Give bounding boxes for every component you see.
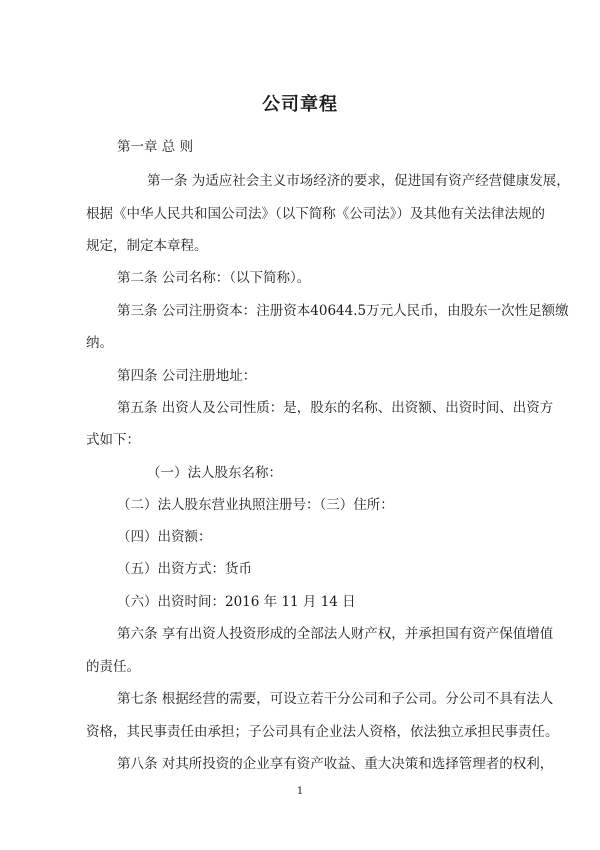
article-8-line-1: 第八条 对其所投资的企业享有资产收益、重大决策和选择管理者的权利， [117,756,554,772]
article-3-line-2: 纳。 [86,335,113,351]
article-1-line-1: 第一条 为适应社会主义市场经济的要求，促进国有资产经营健康发展， [147,173,570,189]
article-2: 第二条 公司名称：（以下简称）。 [117,270,311,286]
item-2: （二）法人股东营业执照注册号：（三）住所： [117,497,394,513]
article-4: 第四条 公司注册地址： [117,368,257,384]
page-number: 1 [296,786,304,797]
article-5-line-2: 式如下： [86,432,140,448]
chapter-heading: 第一章 总 则 [117,139,194,155]
article-6-line-2: 的责任。 [86,659,140,675]
article-7-line-1: 第七条 根据经营的需要，可设立若干分公司和子公司。分公司不具有法人 [117,691,554,707]
item-1: （一）法人股东名称： [147,465,282,481]
item-6: （六）出资时间：2016 年 11 月 14 日 [117,594,356,610]
item-5: （五）出资方式：货币 [117,561,252,577]
article-1-line-3: 规定，制定本章程。 [86,238,208,254]
article-1-line-2: 根据《中华人民共和国公司法》（以下简称《公司法》）及其他有关法律法规的 [86,206,545,222]
article-6-line-1: 第六条 享有出资人投资形成的全部法人财产权，并承担国有资产保值增值 [117,626,554,642]
article-7-line-2: 资格，其民事责任由承担；子公司具有企业法人资格，依法独立承担民事责任。 [86,724,559,740]
item-4: （四）出资额： [117,529,212,545]
article-3-line-1: 第三条 公司注册资本：注册资本40644.5万元人民币，由股东一次性足额缴 [117,303,569,319]
article-5-line-1: 第五条 出资人及公司性质：是，股东的名称、出资额、出资时间、出资方 [117,400,554,416]
document-title: 公司章程 [262,94,338,115]
